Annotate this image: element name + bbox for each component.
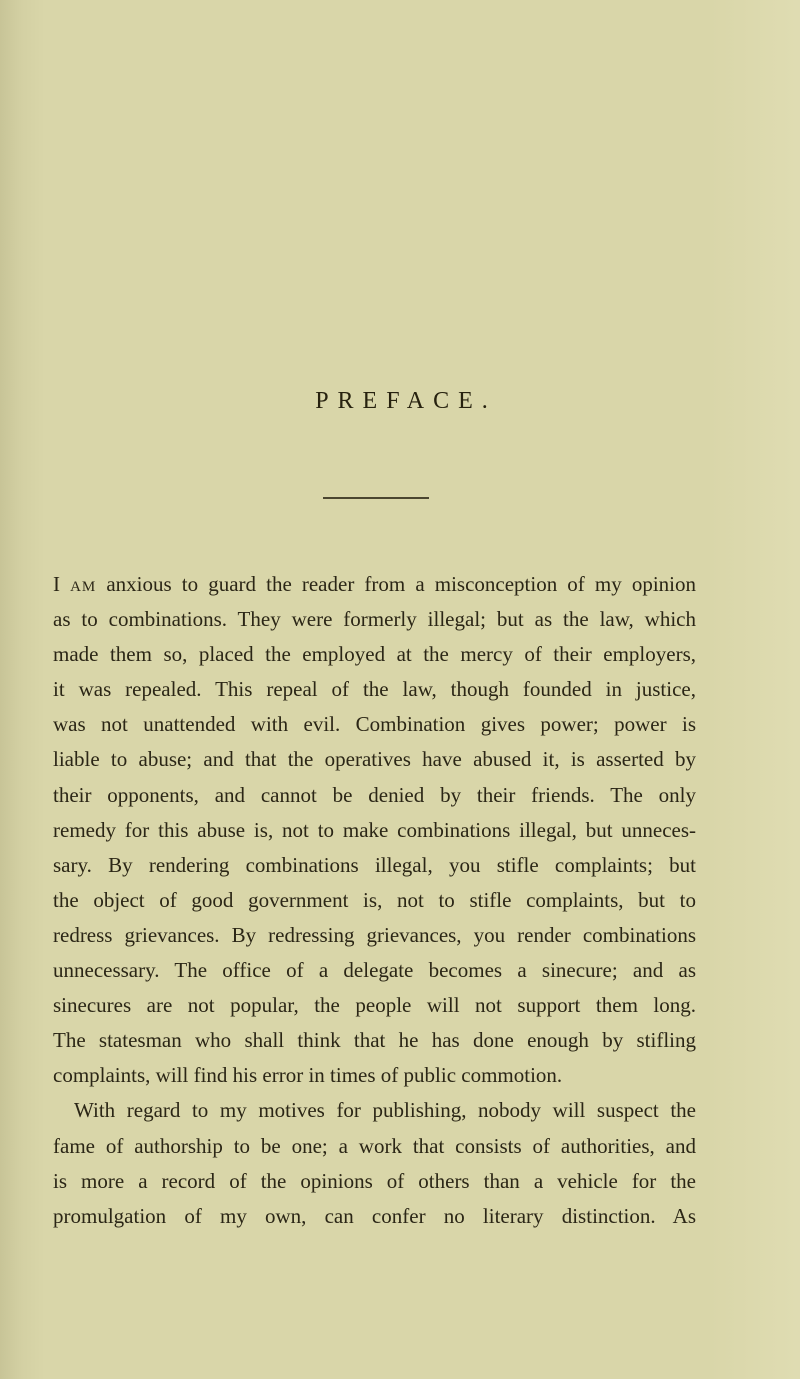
text-line: unnecessary. The office of a delegate becomes a sinecure; and as: [53, 958, 696, 983]
preface-body: [53, 567, 696, 1234]
smallcaps-word: AM: [70, 579, 97, 595]
text-line: fame of authorship to be one; a work that consists of authorities, and: [53, 1133, 696, 1158]
text-line: is more a record of the opinions of others than a vehicle for the: [53, 1168, 696, 1193]
heading-rule-divider: [323, 497, 429, 499]
text-line: was not unattended with evil. Combination gives power; power is: [53, 712, 696, 737]
text-line: liable to abuse; and that the operatives have abused it, is asserted by: [53, 747, 696, 772]
text-line: The statesman who shall think that he has done enough by stifling: [53, 1028, 696, 1053]
text-line: sinecures are not popular, the people will not support them long.: [53, 993, 696, 1018]
text-line: remedy for this abuse is, not to make combinations illegal, but unneces-: [53, 817, 696, 842]
page-heading: PREFACE.: [315, 388, 497, 414]
text-line: as to combinations. They were formerly illegal; but as the law, which: [53, 607, 696, 632]
text-line: sary. By rendering combinations illegal, you stifle complaints; but: [53, 852, 696, 877]
text-line: their opponents, and cannot be denied by their friends. The only: [53, 782, 696, 807]
text-line: it was repealed. This repeal of the law, though founded in justice,: [53, 677, 696, 702]
line-text: anxious to guard the reader from a misconception of my opinion: [96, 572, 696, 596]
text-line: redress grievances. By redressing grievances, you render combinations: [53, 922, 696, 947]
text-line: [53, 567, 696, 602]
text-line: promulgation of my own, can confer no literary distinction. As: [53, 1203, 696, 1228]
text-line: the object of good government is, not to stifle complaints, but to: [53, 887, 696, 912]
text-line: made them so, placed the employed at the mercy of their employers,: [53, 642, 696, 667]
dropcap-initial: I: [53, 572, 60, 596]
text-line: complaints, will find his error in times of public commotion.: [53, 1063, 563, 1088]
text-line: With regard to my motives for publishing, nobody will suspect the: [74, 1098, 696, 1123]
